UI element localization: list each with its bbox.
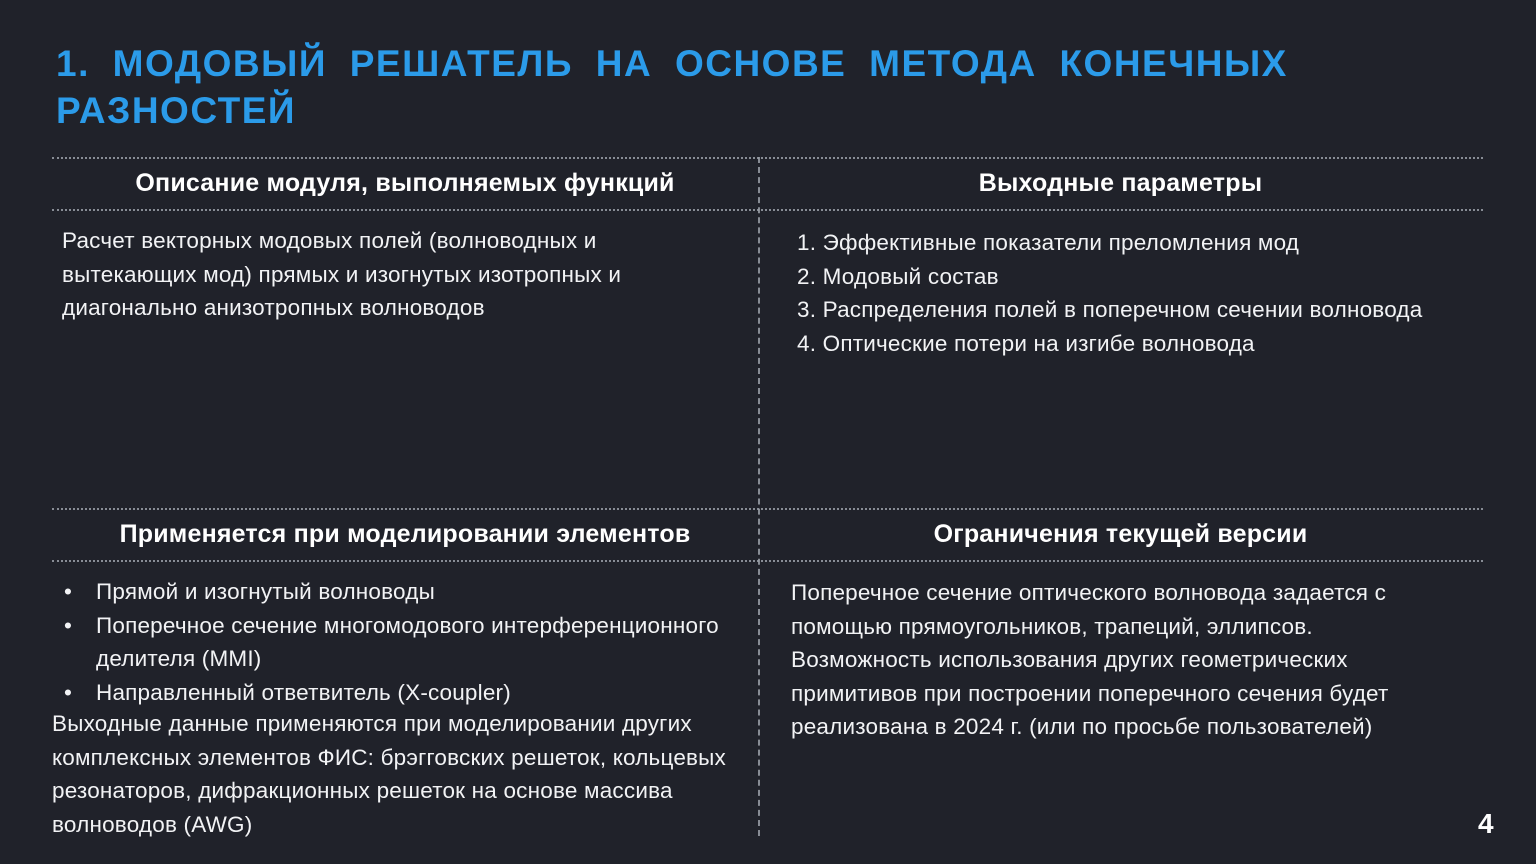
header-applications: Применяется при моделировании элементов <box>119 519 691 548</box>
header-module-description: Описание модуля, выполняемых функций <box>135 168 675 197</box>
page-number: 4 <box>1478 808 1494 839</box>
output-parameters-list <box>797 226 1437 360</box>
module-description-text: Расчет векторных модовых полей (волноводных и вытекающих мод) прямых и изогнутых изотропных и диагонально анизотропных волноводов <box>62 228 622 320</box>
table-header-row2-underline <box>52 560 1483 562</box>
header-output-parameters: Выходные параметры <box>978 168 1263 197</box>
applications-note-text: Выходные данные применяются при моделировании других комплексных элементов ФИС: брэгговских решеток, кольцевых резонаторов, дифракционных решеток на основе массива волноводов (AWG) <box>52 711 727 837</box>
applications-bullet-item: • Поперечное сечение многомодового интерференционного делителя (MMI) <box>52 609 752 676</box>
output-parameter-item: 4. Оптические потери на изгибе волновода <box>797 330 1255 356</box>
limitations-text: Поперечное сечение оптического волновода задается с помощью прямоугольников, трапеций, эллипсов. Возможность использования других геометрических примитивов при построении поперечного сечения будет реализована в 2024 г. (или по просьбе пользователей) <box>791 580 1389 739</box>
table-header-row1-underline <box>52 209 1483 211</box>
header-limitations: Ограничения текущей версии <box>933 519 1308 548</box>
table-vertical-divider <box>758 157 760 836</box>
applications-bullet-list <box>52 575 752 709</box>
slide-title: 1. МОДОВЫЙ РЕШАТЕЛЬ НА ОСНОВЕ МЕТОДА КОНЕЧНЫХ РАЗНОСТЕЙ <box>56 43 1288 132</box>
output-parameter-item: 2. Модовый состав <box>797 263 999 289</box>
applications-bullet-item: • Прямой и изогнутый волноводы <box>52 575 752 609</box>
output-parameter-item: 3. Распределения полей в поперечном сечении волновода <box>797 297 1423 322</box>
output-parameter-item: 1. Эффективные показатели преломления мод <box>797 230 1300 255</box>
applications-bullet-item: • Направленный ответвитель (X-coupler) <box>52 676 752 710</box>
